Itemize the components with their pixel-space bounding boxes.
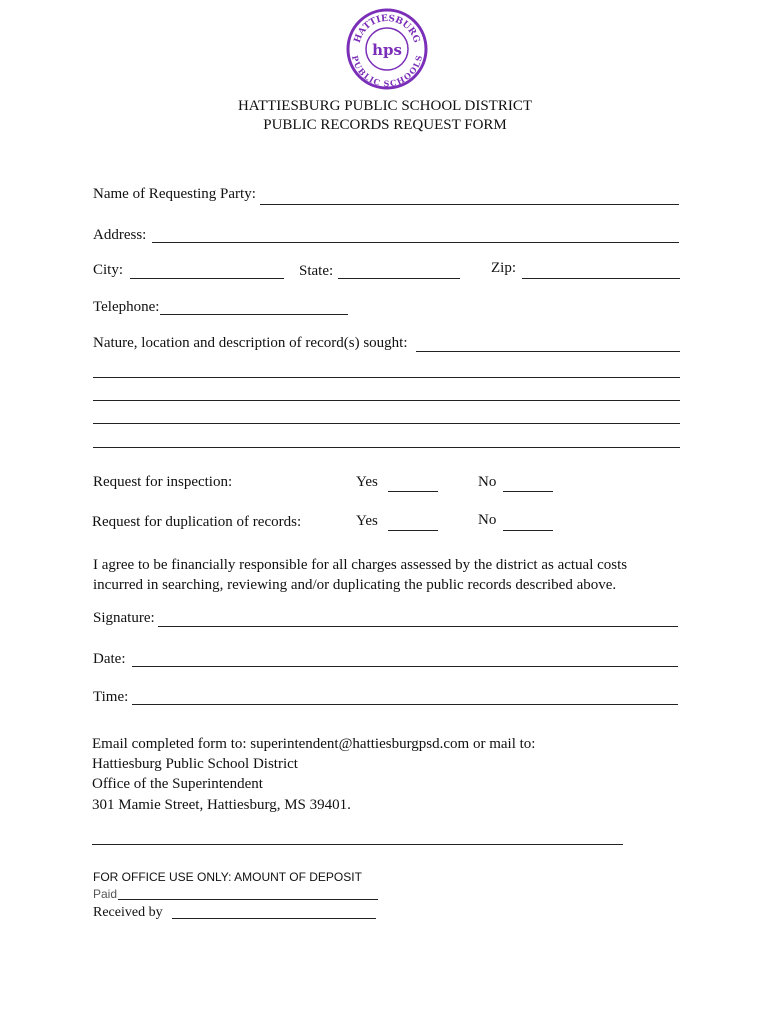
description-line[interactable] xyxy=(93,447,680,448)
contact-office: Office of the Superintendent xyxy=(92,776,263,792)
description-line[interactable] xyxy=(93,423,680,424)
time-field[interactable] xyxy=(132,704,678,705)
agreement-text-line2: incurred in searching, reviewing and/or duplicating the public records described above. xyxy=(93,577,617,593)
address-label: Address: xyxy=(93,227,147,243)
time-label: Time: xyxy=(93,689,129,705)
logo-top-text: HATTIESBURG xyxy=(352,13,422,45)
inspection-yes-label: Yes xyxy=(356,474,378,490)
address-field[interactable] xyxy=(152,242,679,243)
paid-label: Paid xyxy=(93,887,118,901)
inspection-no-label: No xyxy=(478,474,497,490)
inspection-no-field[interactable] xyxy=(503,491,553,492)
state-field[interactable] xyxy=(338,278,460,279)
contact-district: Hattiesburg Public School District xyxy=(92,756,298,772)
city-field[interactable] xyxy=(130,278,284,279)
contact-email-line: Email completed form to: superintendent@hattiesburgpsd.com or mail to: xyxy=(92,736,536,752)
inspection-label: Request for inspection: xyxy=(93,474,233,490)
inspection-yes-field[interactable] xyxy=(388,491,438,492)
name-field[interactable] xyxy=(260,204,679,205)
duplication-no-field[interactable] xyxy=(503,530,553,531)
date-field[interactable] xyxy=(132,666,678,667)
name-label: Name of Requesting Party: xyxy=(93,186,256,202)
telephone-field[interactable] xyxy=(160,314,348,315)
date-label: Date: xyxy=(93,651,126,667)
city-label: City: xyxy=(93,262,124,278)
zip-field[interactable] xyxy=(522,278,680,279)
form-title: PUBLIC RECORDS REQUEST FORM xyxy=(263,117,507,133)
state-label: State: xyxy=(299,263,334,279)
duplication-yes-label: Yes xyxy=(356,513,378,529)
signature-field[interactable] xyxy=(158,626,678,627)
telephone-label: Telephone: xyxy=(93,299,160,315)
description-line[interactable] xyxy=(93,400,680,401)
contact-address: 301 Mamie Street, Hattiesburg, MS 39401. xyxy=(92,797,351,813)
duplication-no-label: No xyxy=(478,512,497,528)
agreement-text-line1: I agree to be financially responsible for all charges assessed by the district as actual costs xyxy=(93,557,628,573)
zip-label: Zip: xyxy=(491,260,516,276)
district-title: HATTIESBURG PUBLIC SCHOOL DISTRICT xyxy=(237,98,533,114)
duplication-yes-field[interactable] xyxy=(388,530,438,531)
logo-monogram: hps xyxy=(372,41,402,59)
paid-field[interactable] xyxy=(118,899,378,900)
duplication-label: Request for duplication of records: xyxy=(92,514,302,530)
received-by-label: Received by xyxy=(93,905,163,920)
office-use-heading: FOR OFFICE USE ONLY: AMOUNT OF DEPOSIT xyxy=(93,870,362,884)
nature-field[interactable] xyxy=(416,351,680,352)
signature-label: Signature: xyxy=(93,610,155,626)
nature-label: Nature, location and description of record(s) sought: xyxy=(93,335,408,351)
divider-line xyxy=(92,844,623,845)
district-logo xyxy=(346,8,428,90)
logo-bottom-text: PUBLIC SCHOOLS xyxy=(349,54,425,89)
received-by-field[interactable] xyxy=(172,918,376,919)
description-line[interactable] xyxy=(93,377,680,378)
